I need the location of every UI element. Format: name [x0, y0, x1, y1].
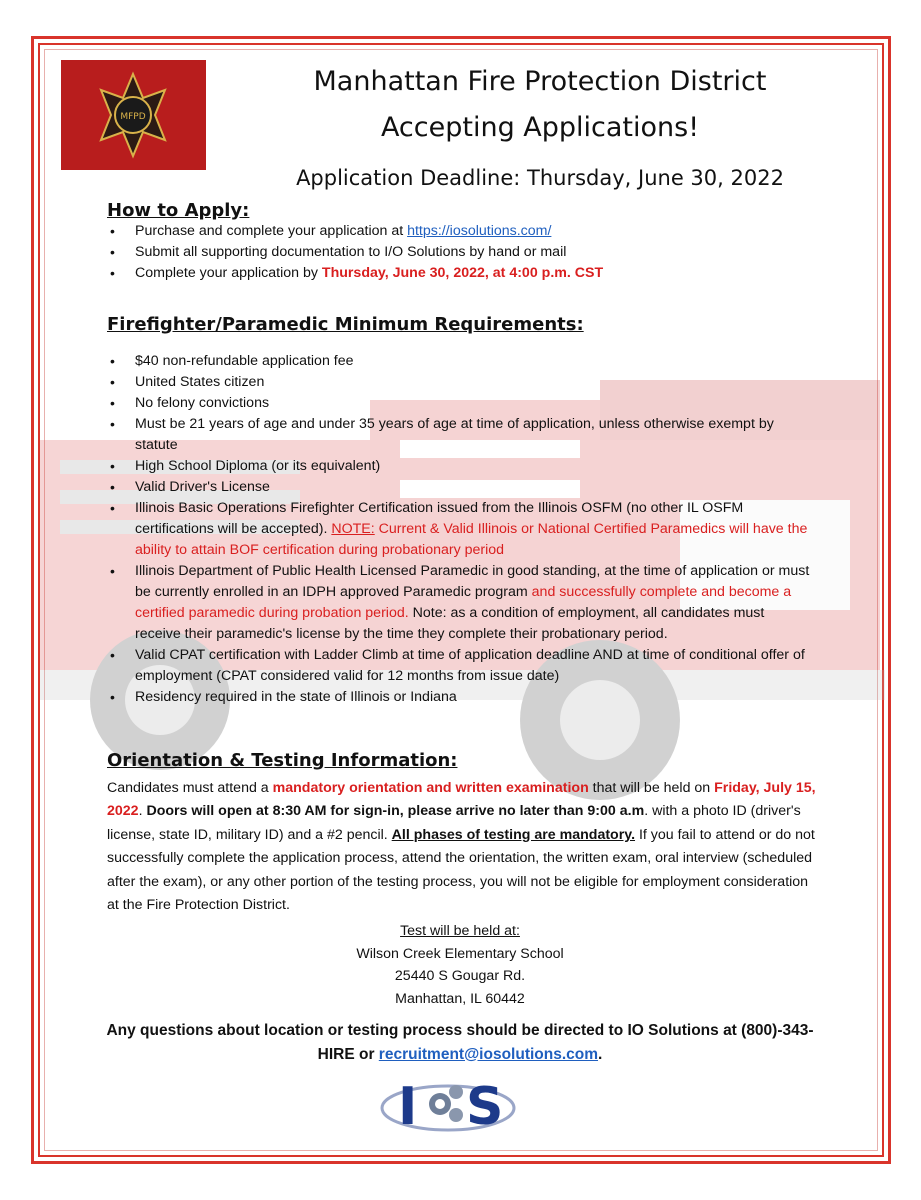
application-deadline-heading: Application Deadline: Thursday, June 30, 2022 — [296, 166, 784, 190]
fire-district-emblem — [61, 60, 206, 170]
list-item: • Submit all supporting documentation to I/O Solutions by hand or mail — [107, 242, 812, 263]
location-city: Manhattan, IL 60442 — [395, 990, 525, 1007]
contact-text: Any questions about location or testing process should be directed to IO Solutions at (800)-343-HIRE or — [106, 1022, 814, 1063]
text-run: Candidates must attend a — [107, 780, 273, 796]
mandatory-phases-note: All phases of testing are mandatory. — [391, 826, 636, 843]
location-street: 25440 S Gougar Rd. — [394, 968, 526, 984]
list-item: • Residency required in the state of Illinois or Indiana — [107, 687, 812, 708]
text-run: . with a photo ID (driver's license, state ID, military ID) and a #2 pencil. — [107, 803, 801, 843]
orientation-paragraph — [107, 777, 817, 917]
list-item: • United States citizen — [107, 372, 812, 393]
list-item-text: Illinois Basic Operations Firefighter Certification issued from the Illinois OSFM (no other IL OSFM certifications will be accepted). — [135, 500, 744, 537]
list-item: • Valid CPAT certification with Ladder Climb at time of application deadline AND at time of conditional offer of employment (CPAT considered valid for 12 months from issue date) — [107, 645, 812, 687]
logo-letter-i: I — [398, 1077, 418, 1137]
list-item — [107, 498, 812, 561]
how-to-apply-list — [107, 221, 812, 284]
note-text: Current & Valid Illinois or National Certified Paramedics will have the ability to attain BOF certification during probationary period — [135, 521, 808, 558]
text-run: . — [598, 1045, 603, 1063]
list-item — [107, 221, 812, 242]
text-run: . — [138, 803, 147, 820]
list-item — [107, 561, 812, 645]
requirements-list — [107, 351, 812, 708]
how-to-apply-heading: How to Apply: — [107, 200, 250, 221]
contact-paragraph — [100, 1019, 820, 1066]
logo-letter-s: S — [466, 1077, 504, 1137]
doors-open-note: Doors will open at 8:30 AM for sign-in, please arrive no later than 9:00 a.m — [146, 803, 645, 820]
note-label: NOTE: — [331, 521, 375, 537]
maltese-cross-icon — [97, 70, 169, 160]
list-item-text: Purchase and complete your application at — [135, 223, 408, 239]
list-item: • No felony convictions — [107, 393, 812, 414]
deadline-emphasis: Thursday, June 30, 2022, at 4:00 p.m. CST — [321, 265, 604, 281]
test-date: Friday, July 15, 2022 — [107, 780, 816, 820]
application-link[interactable]: https://iosolutions.com/ — [407, 223, 552, 239]
orientation-heading: Orientation & Testing Information: — [107, 750, 458, 771]
page-title: Manhattan Fire Protection District — [313, 66, 767, 97]
io-solutions-logo — [378, 1068, 518, 1138]
list-item: • High School Diploma (or its equivalent) — [107, 456, 812, 477]
list-item: • Valid Driver's License — [107, 477, 812, 498]
text-run: If you fail to attend or do not successfully complete the application process, attend the orientation, the written exam, oral interview (scheduled after the exam), or any other portion of the testing process, you will not be eligible for employment consideration at the Fire Protection District. — [107, 826, 815, 914]
test-location-heading: Test will be held at: — [400, 923, 520, 939]
list-item-text: Complete your application by — [135, 265, 322, 281]
list-item: • $40 non-refundable application fee — [107, 351, 812, 372]
list-item — [107, 263, 812, 284]
text-run: that will be held on — [588, 780, 715, 796]
list-item: • Must be 21 years of age and under 35 years of age at time of application, unless otherwise exempt by statute — [107, 414, 812, 456]
test-location-block — [300, 920, 620, 1010]
probation-requirement-text: and successfully complete and become a certified paramedic during probation period. — [135, 584, 792, 621]
page-subtitle: Accepting Applications! — [380, 112, 700, 143]
mandatory-emphasis: mandatory orientation and written examination — [272, 780, 589, 796]
contact-email-link[interactable]: recruitment@iosolutions.com — [378, 1045, 599, 1063]
requirements-heading: Firefighter/Paramedic Minimum Requirements: — [107, 314, 584, 335]
list-item-note: Note: as a condition of employment, all candidates must receive their paramedic's license by the time they complete their probationary period. — [135, 605, 765, 642]
location-name: Wilson Creek Elementary School — [356, 945, 564, 962]
list-item-text: Illinois Department of Public Health Licensed Paramedic in good standing, at the time of application or must be currently enrolled in an IDPH approved Paramedic program — [135, 563, 810, 600]
emblem-lettering: MFPD — [120, 112, 146, 122]
